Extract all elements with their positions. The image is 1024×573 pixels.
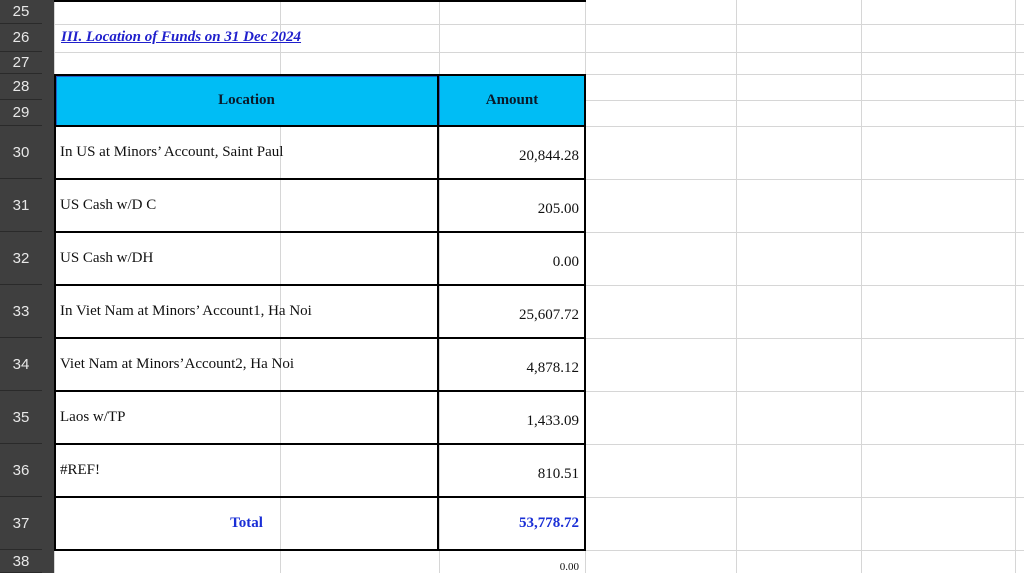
row-number-30[interactable]: 30 bbox=[0, 126, 42, 179]
total-amount-cell[interactable]: 53,778.72 bbox=[519, 515, 579, 531]
table-border bbox=[437, 74, 439, 551]
grid-line bbox=[736, 0, 737, 573]
row-number-32[interactable]: 32 bbox=[0, 232, 42, 285]
table-border bbox=[54, 125, 586, 127]
row-number-26[interactable]: 26 bbox=[0, 24, 42, 52]
row-number-36[interactable]: 36 bbox=[0, 444, 42, 497]
row-number-38[interactable]: 38 bbox=[0, 550, 42, 573]
header-amount-cell[interactable]: Amount bbox=[439, 74, 585, 126]
total-label-cell[interactable]: Total bbox=[230, 515, 263, 531]
grid-line bbox=[1015, 0, 1016, 573]
grid-line bbox=[54, 52, 1024, 53]
location-cell[interactable]: In US at Minors’ Account, Saint Paul bbox=[60, 144, 284, 160]
amount-cell[interactable]: 205.00 bbox=[537, 201, 579, 217]
table-border bbox=[54, 284, 586, 286]
header-location-cell[interactable]: Location bbox=[54, 74, 439, 126]
row-number-27[interactable]: 27 bbox=[0, 52, 42, 74]
location-cell[interactable]: Viet Nam at Minors’Account2, Ha Noi bbox=[60, 356, 295, 372]
row-number-33[interactable]: 33 bbox=[0, 285, 42, 338]
table-border bbox=[54, 549, 586, 551]
table-border bbox=[54, 337, 586, 339]
row-number-28[interactable]: 28 bbox=[0, 74, 42, 100]
selected-cell-outline bbox=[55, 75, 440, 127]
location-cell[interactable]: #REF! bbox=[60, 462, 101, 478]
row-number-25[interactable]: 25 bbox=[0, 0, 42, 24]
location-cell[interactable]: Laos w/TP bbox=[60, 409, 126, 425]
amount-cell[interactable]: 20,844.28 bbox=[519, 148, 579, 164]
table-border bbox=[54, 390, 586, 392]
row-number-31[interactable]: 31 bbox=[0, 179, 42, 232]
location-cell[interactable]: In Viet Nam at Minors’ Account1, Ha Noi bbox=[60, 303, 312, 319]
table-border bbox=[584, 74, 586, 551]
amount-cell[interactable]: 0.00 bbox=[552, 254, 579, 270]
table-border bbox=[54, 443, 586, 445]
table-border bbox=[54, 74, 56, 551]
section-title[interactable]: III. Location of Funds on 31 Dec 2024 bbox=[61, 29, 302, 45]
grid-line bbox=[861, 0, 862, 573]
amount-cell[interactable]: 4,878.12 bbox=[526, 360, 579, 376]
amount-cell[interactable]: 1,433.09 bbox=[526, 413, 579, 429]
amount-cell[interactable]: 810.51 bbox=[537, 466, 579, 482]
row38-amount-cell[interactable]: 0.00 bbox=[559, 561, 579, 573]
location-cell[interactable]: US Cash w/DH bbox=[60, 250, 154, 266]
row-number-34[interactable]: 34 bbox=[0, 338, 42, 391]
row-number-35[interactable]: 35 bbox=[0, 391, 42, 444]
table-border bbox=[54, 74, 586, 76]
table-border bbox=[54, 496, 586, 498]
table-border bbox=[54, 178, 586, 180]
location-cell[interactable]: US Cash w/D C bbox=[60, 197, 157, 213]
amount-cell[interactable]: 25,607.72 bbox=[519, 307, 579, 323]
grid-line bbox=[54, 24, 1024, 25]
row-number-37[interactable]: 37 bbox=[0, 497, 42, 550]
cell-border bbox=[54, 0, 586, 2]
table-border bbox=[54, 231, 586, 233]
row-number-29[interactable]: 29 bbox=[0, 100, 42, 126]
